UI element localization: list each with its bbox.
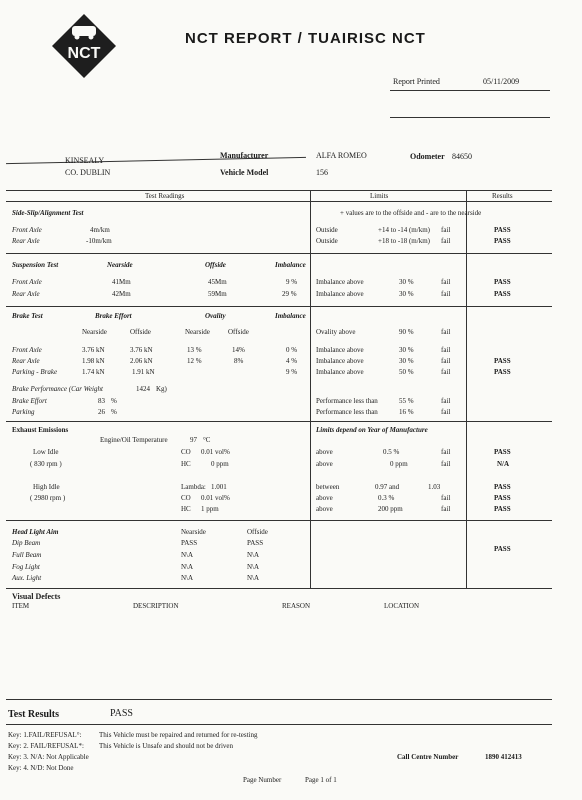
engine-temp-value: 97: [190, 436, 197, 444]
perf-effort-fail: fail: [441, 397, 451, 405]
suspension-front-limit-type: Imbalance above: [316, 278, 364, 286]
odometer-label: Odometer: [410, 152, 445, 161]
perf-parking-fail: fail: [441, 408, 451, 416]
defects-title: Visual Defects: [12, 592, 61, 601]
suspension-front-off: 45Mm: [208, 278, 227, 286]
high-hc-fail: fail: [441, 505, 451, 513]
high-lambda-gas: Lambda:: [181, 483, 206, 491]
key-3: Key: 3. N/A: Not Applicable: [8, 753, 89, 761]
high-hc-result: PASS: [494, 505, 511, 513]
sideslip-rear-limit-type: Outside: [316, 237, 338, 245]
high-lambda-value: 1.001: [211, 483, 227, 491]
address-line2: CO. DUBLIN: [65, 168, 111, 177]
sideslip-front-label: Front Axle: [12, 226, 42, 234]
brake-rear-fail: fail: [441, 357, 451, 365]
brake-parking-label: Parking - Brake: [12, 368, 58, 376]
suspension-title: Suspension Test: [12, 261, 59, 269]
low-co-value: 0.01 vol%: [201, 448, 230, 456]
brake-ovality-header: Ovality: [205, 312, 226, 320]
report-title: NCT REPORT / TUAIRISC NCT: [185, 30, 426, 47]
call-centre-number: 1890 412413: [485, 753, 522, 761]
sideslip-front-limit: +14 to -14 (m/km): [378, 226, 430, 234]
sideslip-rear-fail: fail: [441, 237, 451, 245]
full-beam-near: N\A: [181, 551, 194, 559]
brake-front-limit-type: Imbalance above: [316, 346, 364, 354]
suspension-rear-near: 42Mm: [112, 290, 131, 298]
aux-light-near: N\A: [181, 574, 194, 582]
brake-parking-limit-type: Imbalance above: [316, 368, 364, 376]
col-test-readings: Test Readings: [145, 192, 185, 200]
suspension-rear-fail: fail: [441, 290, 451, 298]
key-1: Key: 1.FAIL/REFUSAL°:: [8, 731, 82, 739]
car-weight: 1424: [136, 385, 150, 393]
high-idle-rpm: ( 2980 rpm ): [30, 494, 66, 502]
aux-light-label: Aux. Light: [12, 574, 42, 582]
ovality-limit: 90 %: [399, 328, 414, 336]
key-4: Key: 4. N/D: Not Done: [8, 764, 74, 772]
high-hc-limit-type: above: [316, 505, 333, 513]
test-results-label: Test Results: [8, 709, 60, 720]
nct-logo: [50, 12, 118, 80]
low-idle-label: Low Idle: [33, 448, 59, 456]
low-hc-value: 0 ppm: [211, 460, 229, 468]
manufacturer-value: ALFA ROMEO: [316, 151, 367, 160]
brake-rear-result: PASS: [494, 357, 511, 365]
perf-effort-value: 83: [98, 397, 105, 405]
brake-front-en: 3.76 kN: [82, 346, 105, 354]
brake-title: Brake Test: [12, 312, 43, 320]
suspension-rear-limit-type: Imbalance above: [316, 290, 364, 298]
brake-performance-label: Brake Performance (Car Weight: [12, 385, 103, 393]
defects-location-header: LOCATION: [384, 602, 419, 610]
sideslip-front-result: PASS: [494, 226, 511, 234]
high-lambda-limit: 0.97 and: [375, 483, 400, 491]
sideslip-rear-value: -10m/km: [86, 237, 112, 245]
vehicle-model-label: Vehicle Model: [220, 168, 269, 177]
key-2: Key: 2. FAIL/REFUSAL*:: [8, 742, 84, 750]
low-co-result: PASS: [494, 448, 511, 456]
brake-effort-header: Brake Effort: [95, 312, 132, 320]
low-co-fail: fail: [441, 448, 451, 456]
brake-parking-result: PASS: [494, 368, 511, 376]
low-hc-gas: HC: [181, 460, 191, 468]
page-number-label: Page Number: [243, 776, 282, 784]
suspension-front-result: PASS: [494, 278, 511, 286]
brake-parking-en: 1.74 kN: [82, 368, 105, 376]
high-hc-limit: 200 ppm: [378, 505, 403, 513]
low-hc-fail: fail: [441, 460, 451, 468]
brake-parking-eo: 1.91 kN: [132, 368, 155, 376]
high-co-gas: CO: [181, 494, 191, 502]
logo-text: NCT: [67, 45, 101, 62]
high-hc-gas: HC: [181, 505, 191, 513]
col-results: Results: [492, 192, 513, 200]
sideslip-front-limit-type: Outside: [316, 226, 338, 234]
suspension-rear-off: 59Mm: [208, 290, 227, 298]
sideslip-note: + values are to the offside and - are to the nearside: [340, 209, 482, 217]
defects-reason-header: REASON: [282, 602, 311, 610]
brake-effort-offside: Offside: [130, 328, 151, 336]
brake-front-label: Front Axle: [12, 346, 42, 354]
perf-parking-label: Parking: [12, 408, 35, 416]
brake-parking-fail: fail: [441, 368, 451, 376]
perf-parking-limit-type: Performance less than: [316, 408, 378, 416]
brake-rear-en: 1.98 kN: [82, 357, 105, 365]
brake-front-imb: 0 %: [286, 346, 298, 354]
suspension-front-near: 41Mm: [112, 278, 131, 286]
report-printed-date: 05/11/2009: [483, 77, 520, 86]
report-printed-label: Report Printed: [393, 77, 440, 86]
high-co-fail: fail: [441, 494, 451, 502]
sideslip-title: Side-Slip/Alignment Test: [12, 209, 84, 217]
suspension-front-label: Front Axle: [12, 278, 42, 286]
car-weight-unit: Kg): [156, 385, 167, 393]
brake-rear-eo: 2.06 kN: [130, 357, 153, 365]
sideslip-rear-label: Rear Axle: [12, 237, 40, 245]
perf-parking-unit: %: [111, 408, 117, 416]
brake-front-eo: 3.76 kN: [130, 346, 153, 354]
brake-rear-limit: 30 %: [399, 357, 414, 365]
defects-description-header: DESCRIPTION: [133, 602, 179, 610]
brake-ovality-offside: Offside: [228, 328, 249, 336]
brake-front-oo: 14%: [232, 346, 245, 354]
exhaust-title: Exhaust Emissions: [12, 426, 69, 434]
high-lambda-result: PASS: [494, 483, 511, 491]
low-idle-rpm: ( 830 rpm ): [30, 460, 62, 468]
test-results-value: PASS: [110, 708, 133, 719]
brake-ovality-nearside: Nearside: [185, 328, 210, 336]
sideslip-rear-limit: +18 to -18 (m/km): [378, 237, 430, 245]
brake-rear-oo: 8%: [234, 357, 244, 365]
ovality-fail: fail: [441, 328, 451, 336]
key-1-text: This Vehicle must be repaired and returned for re-testing: [99, 731, 258, 739]
perf-parking-limit: 16 %: [399, 408, 414, 416]
brake-effort-nearside: Nearside: [82, 328, 107, 336]
brake-front-fail: fail: [441, 346, 451, 354]
low-hc-result: N/A: [497, 460, 510, 468]
full-beam-label: Full Beam: [12, 551, 42, 559]
low-hc-limit: 0 ppm: [390, 460, 408, 468]
manufacturer-label: Manufacturer: [220, 151, 269, 160]
high-co-value: 0.01 vol%: [201, 494, 230, 502]
exhaust-limits-title: Limits depend on Year of Manufacture: [316, 426, 428, 434]
low-co-limit: 0.5 %: [383, 448, 400, 456]
suspension-imbalance-header: Imbalance: [275, 261, 306, 269]
high-co-limit-type: above: [316, 494, 333, 502]
address-line1: KINSEALY: [65, 156, 105, 165]
suspension-rear-result: PASS: [494, 290, 511, 298]
sideslip-rear-result: PASS: [494, 237, 511, 245]
high-lambda-limit-type: between: [316, 483, 340, 491]
high-co-result: PASS: [494, 494, 511, 502]
engine-temp-label: Engine/Oil Temperature: [100, 436, 168, 444]
key-2-text: This Vehicle is Unsafe and should not be driven: [99, 742, 234, 750]
fog-light-off: N\A: [247, 563, 260, 571]
sideslip-front-value: 4m/km: [90, 226, 110, 234]
dip-beam-label: Dip Beam: [12, 539, 41, 547]
perf-effort-limit: 55 %: [399, 397, 414, 405]
suspension-rear-imb: 29 %: [282, 290, 297, 298]
low-co-gas: CO: [181, 448, 191, 456]
odometer-value: 84650: [452, 152, 472, 161]
perf-effort-label: Brake Effort: [12, 397, 47, 405]
high-hc-value: 1 ppm: [201, 505, 219, 513]
brake-parking-imb: 9 %: [286, 368, 298, 376]
perf-effort-limit-type: Performance less than: [316, 397, 378, 405]
dip-beam-off: PASS: [247, 539, 264, 547]
sideslip-front-fail: fail: [441, 226, 451, 234]
suspension-front-limit: 30 %: [399, 278, 414, 286]
vehicle-model-value: 156: [316, 168, 328, 177]
suspension-front-fail: fail: [441, 278, 451, 286]
brake-rear-label: Rear Axle: [12, 357, 40, 365]
suspension-offside-header: Offside: [205, 261, 226, 269]
headlight-nearside-header: Nearside: [181, 528, 206, 536]
fog-light-label: Fog Light: [12, 563, 40, 571]
headlight-result: PASS: [494, 545, 511, 553]
ovality-limit-type: Ovality above: [316, 328, 356, 336]
defects-item-header: ITEM: [12, 602, 30, 610]
col-limits: Limits: [370, 192, 389, 200]
high-idle-label: High Idle: [33, 483, 60, 491]
brake-rear-imb: 4 %: [286, 357, 298, 365]
suspension-rear-label: Rear Axle: [12, 290, 40, 298]
brake-front-on: 13 %: [187, 346, 202, 354]
brake-imbalance-header: Imbalance: [275, 312, 306, 320]
fog-light-near: N\A: [181, 563, 194, 571]
call-centre-label: Call Centre Number: [397, 753, 459, 761]
low-hc-limit-type: above: [316, 460, 333, 468]
suspension-nearside-header: Nearside: [107, 261, 133, 269]
perf-effort-unit: %: [111, 397, 117, 405]
full-beam-off: N\A: [247, 551, 260, 559]
page-number-value: Page 1 of 1: [305, 776, 337, 784]
brake-rear-limit-type: Imbalance above: [316, 357, 364, 365]
suspension-rear-limit: 30 %: [399, 290, 414, 298]
dip-beam-near: PASS: [181, 539, 198, 547]
brake-rear-on: 12 %: [187, 357, 202, 365]
brake-parking-limit: 50 %: [399, 368, 414, 376]
headlight-title: Head Light Aim: [12, 528, 59, 536]
perf-parking-value: 26: [98, 408, 105, 416]
high-co-limit: 0.3 %: [378, 494, 395, 502]
headlight-offside-header: Offside: [247, 528, 268, 536]
engine-temp-unit: °C: [203, 436, 211, 444]
low-co-limit-type: above: [316, 448, 333, 456]
suspension-front-imb: 9 %: [286, 278, 298, 286]
high-lambda-limit2: 1.03: [428, 483, 441, 491]
aux-light-off: N\A: [247, 574, 260, 582]
brake-front-limit: 30 %: [399, 346, 414, 354]
